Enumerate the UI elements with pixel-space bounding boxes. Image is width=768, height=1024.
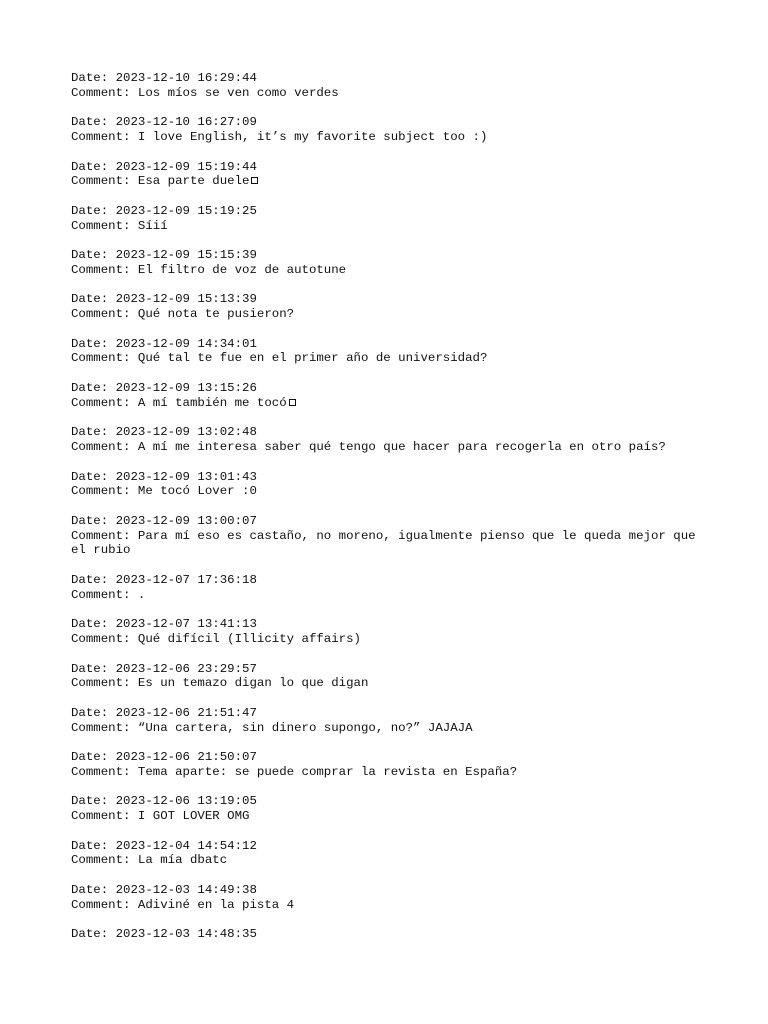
entry-date: Date: 2023-12-09 13:02:48 xyxy=(71,425,257,440)
missing-glyph-icon xyxy=(251,177,258,184)
entry-comment: Comment: Tema aparte: se puede comprar la revista en España? xyxy=(71,764,518,779)
comment-entry xyxy=(71,617,711,646)
entry-comment: Comment: La mía dbatc xyxy=(71,853,228,868)
entry-date: Date: 2023-12-09 15:13:39 xyxy=(71,292,257,307)
comment-entry xyxy=(71,71,711,100)
comment-entry xyxy=(71,470,711,499)
entry-date: Date: 2023-12-09 14:34:01 xyxy=(71,336,257,351)
entry-comment: Comment: “Una cartera, sin dinero supongo, no?” JAJAJA xyxy=(71,720,473,735)
comment-entry xyxy=(71,794,711,823)
entry-comment: Comment: I GOT LOVER OMG xyxy=(71,809,250,824)
entry-comment: Comment: . xyxy=(71,587,146,602)
entry-date: Date: 2023-12-09 13:00:07 xyxy=(71,513,257,528)
entry-comment: Comment: El filtro de voz de autotune xyxy=(71,262,347,277)
comment-entry xyxy=(71,381,711,410)
comment-entry xyxy=(71,292,711,321)
entry-comment: Comment: Adiviné en la pista 4 xyxy=(71,897,295,912)
entry-date: Date: 2023-12-06 13:19:05 xyxy=(71,794,257,809)
comment-log xyxy=(71,71,711,957)
entry-date: Date: 2023-12-03 14:48:35 xyxy=(71,927,257,942)
entry-comment-row xyxy=(71,396,711,411)
entry-date: Date: 2023-12-03 14:49:38 xyxy=(71,883,257,898)
entry-date: Date: 2023-12-09 15:15:39 xyxy=(71,248,257,263)
comment-entry xyxy=(71,425,711,454)
entry-date: Date: 2023-12-09 15:19:44 xyxy=(71,159,257,174)
comment-entry xyxy=(71,662,711,691)
entry-comment: Comment: Los míos se ven como verdes xyxy=(71,85,339,100)
entry-date: Date: 2023-12-06 23:29:57 xyxy=(71,661,257,676)
entry-date: Date: 2023-12-10 16:27:09 xyxy=(71,115,257,130)
comment-entry xyxy=(71,248,711,277)
entry-comment: Comment: Qué tal te fue en el primer año de universidad? xyxy=(71,351,488,366)
comment-entry xyxy=(71,573,711,602)
entry-date: Date: 2023-12-06 21:51:47 xyxy=(71,705,257,720)
entry-comment: Comment: A mí me interesa saber qué tengo que hacer para recogerla en otro país? xyxy=(71,440,666,455)
comment-entry xyxy=(71,883,711,912)
entry-date: Date: 2023-12-10 16:29:44 xyxy=(71,71,257,85)
entry-comment: Comment: Qué nota te pusieron? xyxy=(71,307,295,322)
entry-comment: Comment: Me tocó Lover :0 xyxy=(71,484,257,499)
comment-entry xyxy=(71,750,711,779)
comment-entry xyxy=(71,706,711,735)
comment-entry xyxy=(71,160,711,189)
comment-entry xyxy=(71,204,711,233)
entry-comment: Comment: Esa parte duele xyxy=(71,174,250,189)
comment-entry xyxy=(71,514,711,558)
entry-comment: Comment: Para mí eso es castaño, no moreno, igualmente pienso que le queda mejor que el rubio xyxy=(71,528,704,558)
comment-entry xyxy=(71,927,711,942)
entry-date: Date: 2023-12-06 21:50:07 xyxy=(71,750,257,765)
entry-date: Date: 2023-12-04 14:54:12 xyxy=(71,838,257,853)
entry-comment-row xyxy=(71,174,711,189)
entry-date: Date: 2023-12-07 17:36:18 xyxy=(71,572,257,587)
entry-date: Date: 2023-12-09 13:15:26 xyxy=(71,381,257,396)
comment-entry xyxy=(71,115,711,144)
comment-entry xyxy=(71,839,711,868)
entry-comment: Comment: Síií xyxy=(71,218,168,233)
missing-glyph-icon xyxy=(289,399,296,406)
entry-comment: Comment: Es un temazo digan lo que digan xyxy=(71,676,369,691)
entry-comment: Comment: Qué difícil (Illicity affairs) xyxy=(71,631,361,646)
entry-date: Date: 2023-12-07 13:41:13 xyxy=(71,617,257,632)
entry-comment: Comment: I love English, it’s my favorite subject too :) xyxy=(71,130,488,144)
comment-entry xyxy=(71,337,711,366)
entry-comment: Comment: A mí también me tocó xyxy=(71,395,287,410)
entry-date: Date: 2023-12-09 15:19:25 xyxy=(71,203,257,218)
entry-date: Date: 2023-12-09 13:01:43 xyxy=(71,469,257,484)
